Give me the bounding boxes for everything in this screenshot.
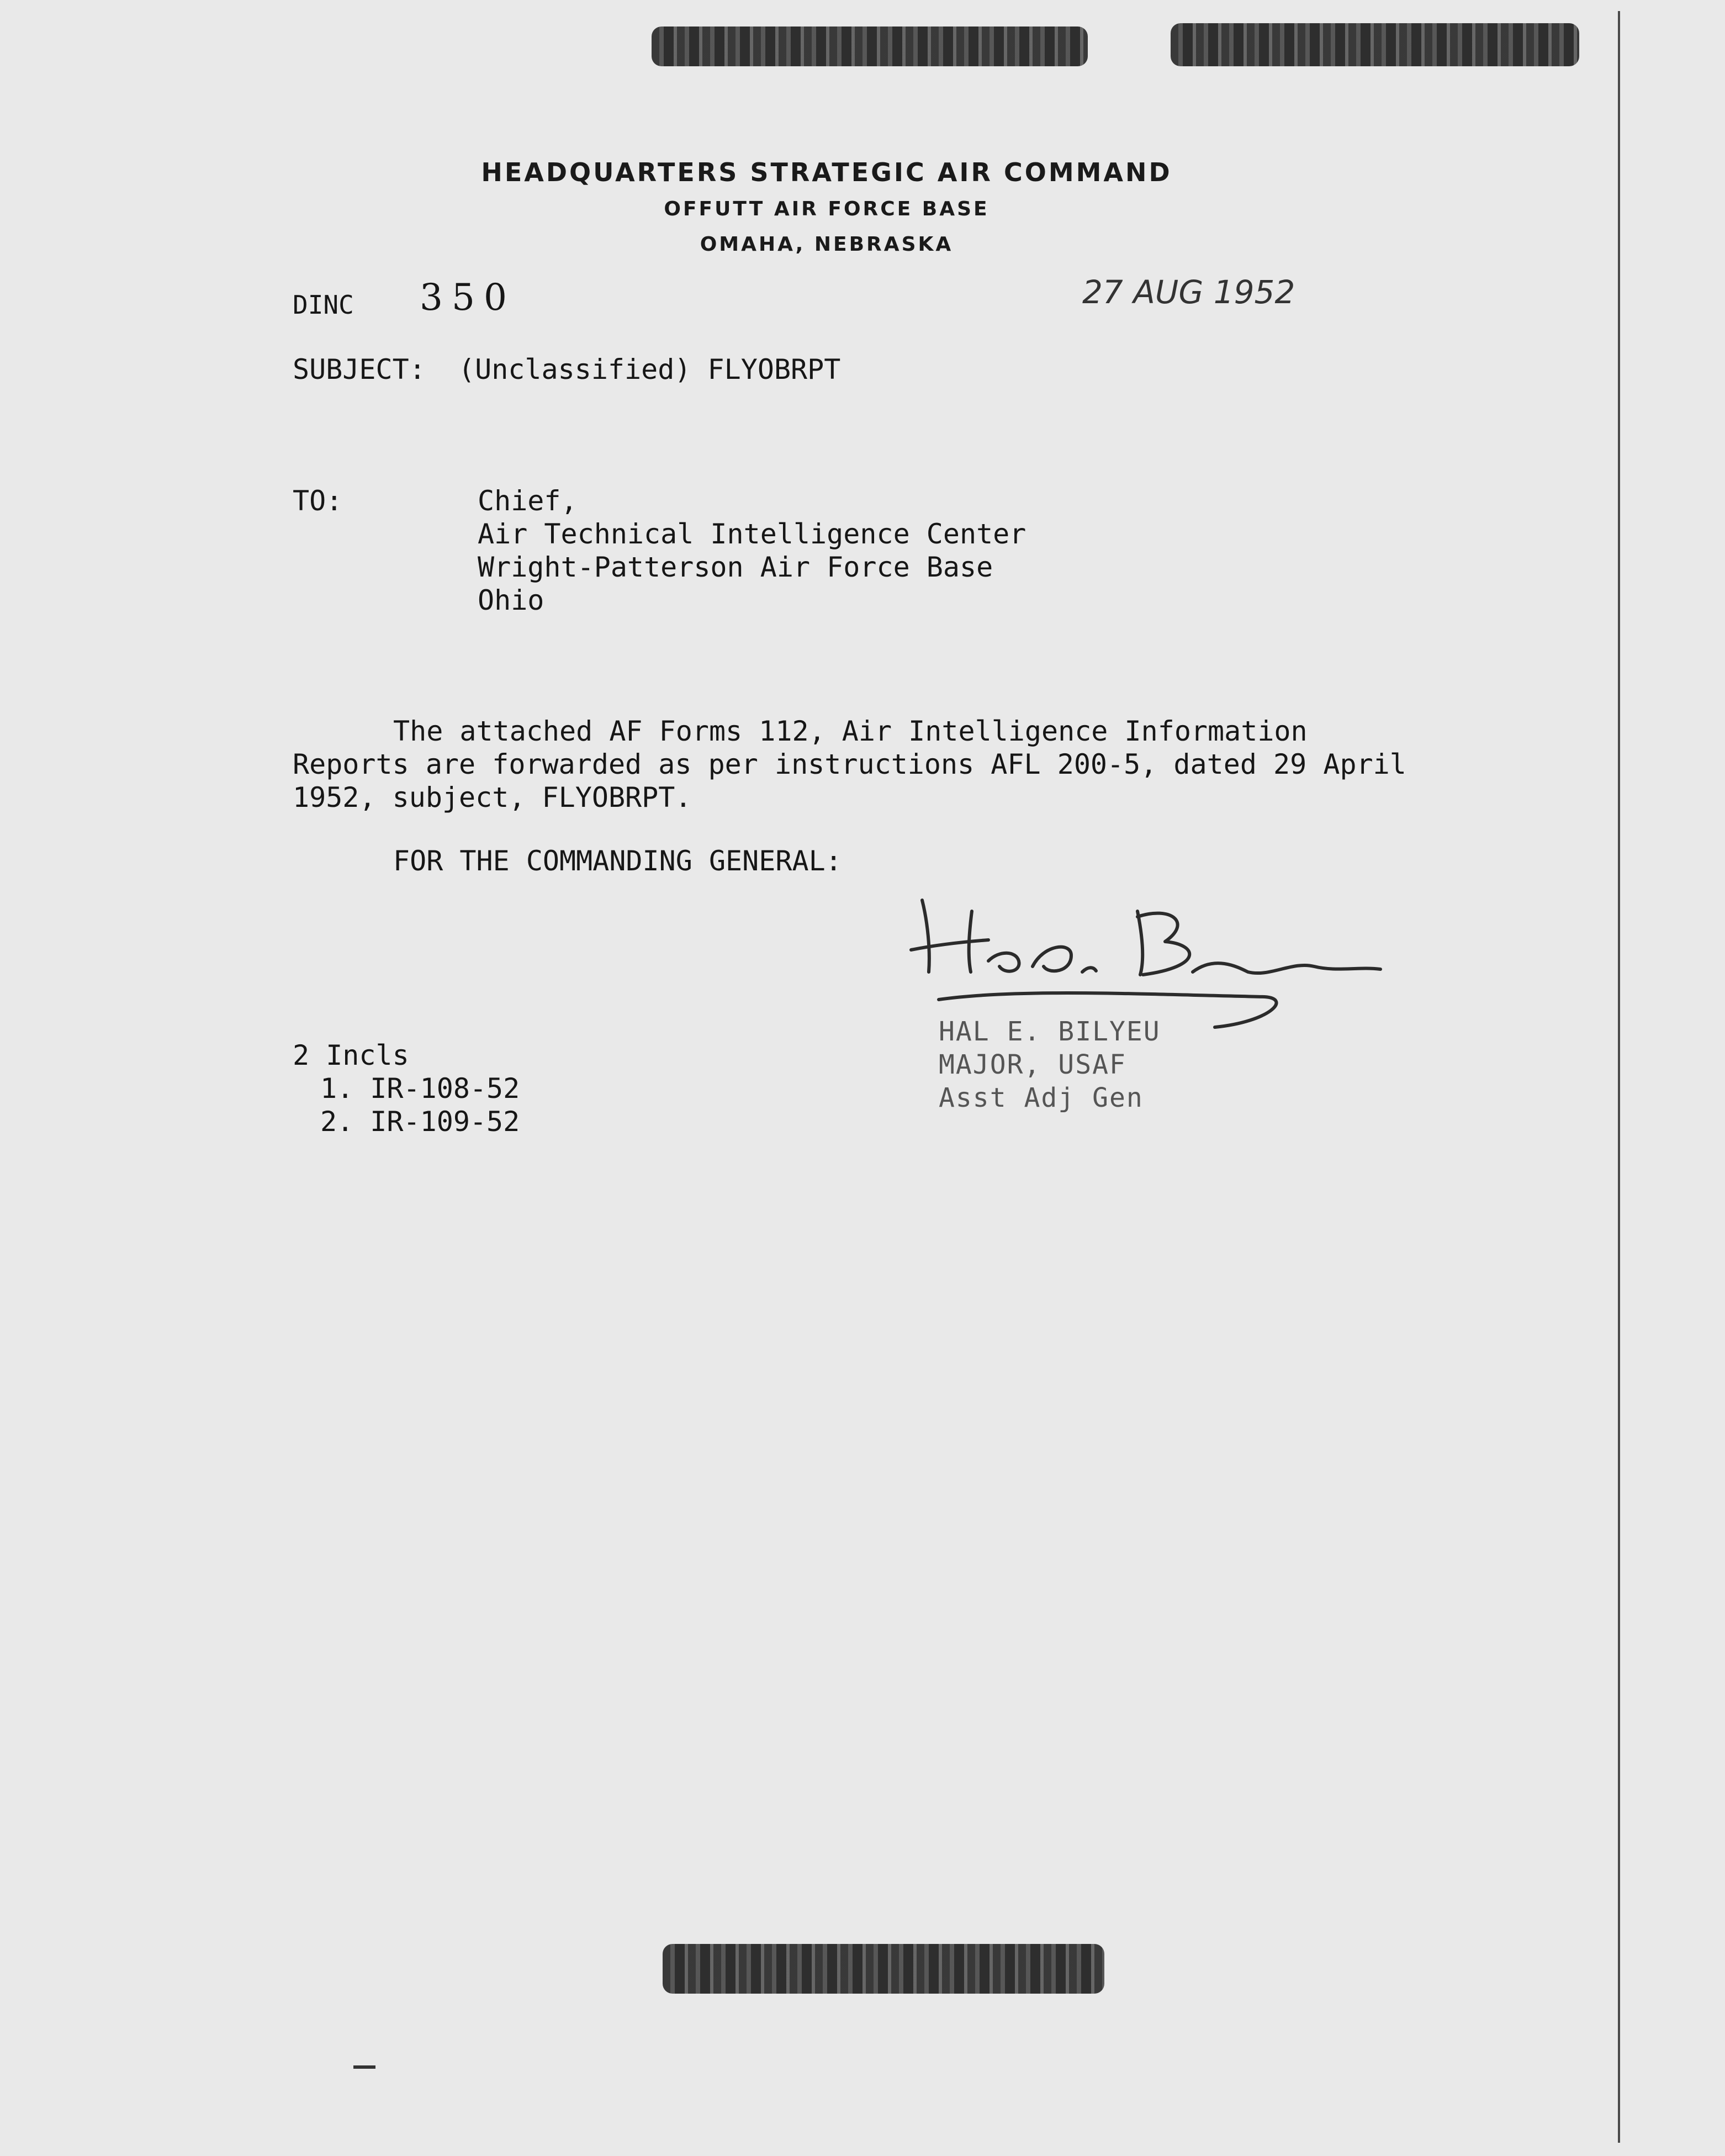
body-line-2: Reports are forwarded as per instructions AFL 200-5, dated 29 April: [293, 748, 1406, 780]
addressee-line-2: Air Technical Intelligence Center: [478, 518, 1026, 550]
redaction-bottom: [663, 1944, 1104, 1994]
letterhead-base: OFFUTT AIR FORCE BASE: [664, 198, 990, 220]
enclosure-1: 1. IR-108-52: [320, 1072, 520, 1105]
file-number: 350: [420, 276, 516, 319]
redaction-top-right: [1171, 23, 1579, 66]
signer-rank: MAJOR, USAF: [939, 1049, 1126, 1080]
body-line-1: The attached AF Forms 112, Air Intelligence Information: [393, 715, 1308, 747]
signer-name: HAL E. BILYEU: [939, 1016, 1161, 1047]
subject-label: SUBJECT:: [293, 353, 426, 385]
subject-value: (Unclassified) FLYOBRPT: [458, 353, 841, 385]
page-edge-rule: [1618, 11, 1620, 2143]
redaction-top-left: [652, 27, 1088, 66]
to-label: TO:: [293, 485, 343, 517]
office-symbol: DINC: [293, 290, 354, 320]
body-line-3: 1952, subject, FLYOBRPT.: [293, 781, 692, 813]
letterhead-city: OMAHA, NEBRASKA: [700, 233, 954, 256]
signer-title: Asst Adj Gen: [939, 1082, 1144, 1113]
addressee-line-4: Ohio: [478, 584, 544, 616]
closing-line: FOR THE COMMANDING GENERAL:: [393, 845, 842, 877]
enclosure-2: 2. IR-109-52: [320, 1106, 520, 1138]
date-stamp: 27 AUG 1952: [1082, 273, 1295, 311]
enclosures-label: 2 Incls: [293, 1039, 409, 1071]
addressee-line-1: Chief,: [478, 485, 578, 517]
letterhead-title: HEADQUARTERS STRATEGIC AIR COMMAND: [481, 157, 1172, 187]
stray-mark: [353, 2065, 375, 2069]
addressee-line-3: Wright-Patterson Air Force Base: [478, 551, 993, 583]
